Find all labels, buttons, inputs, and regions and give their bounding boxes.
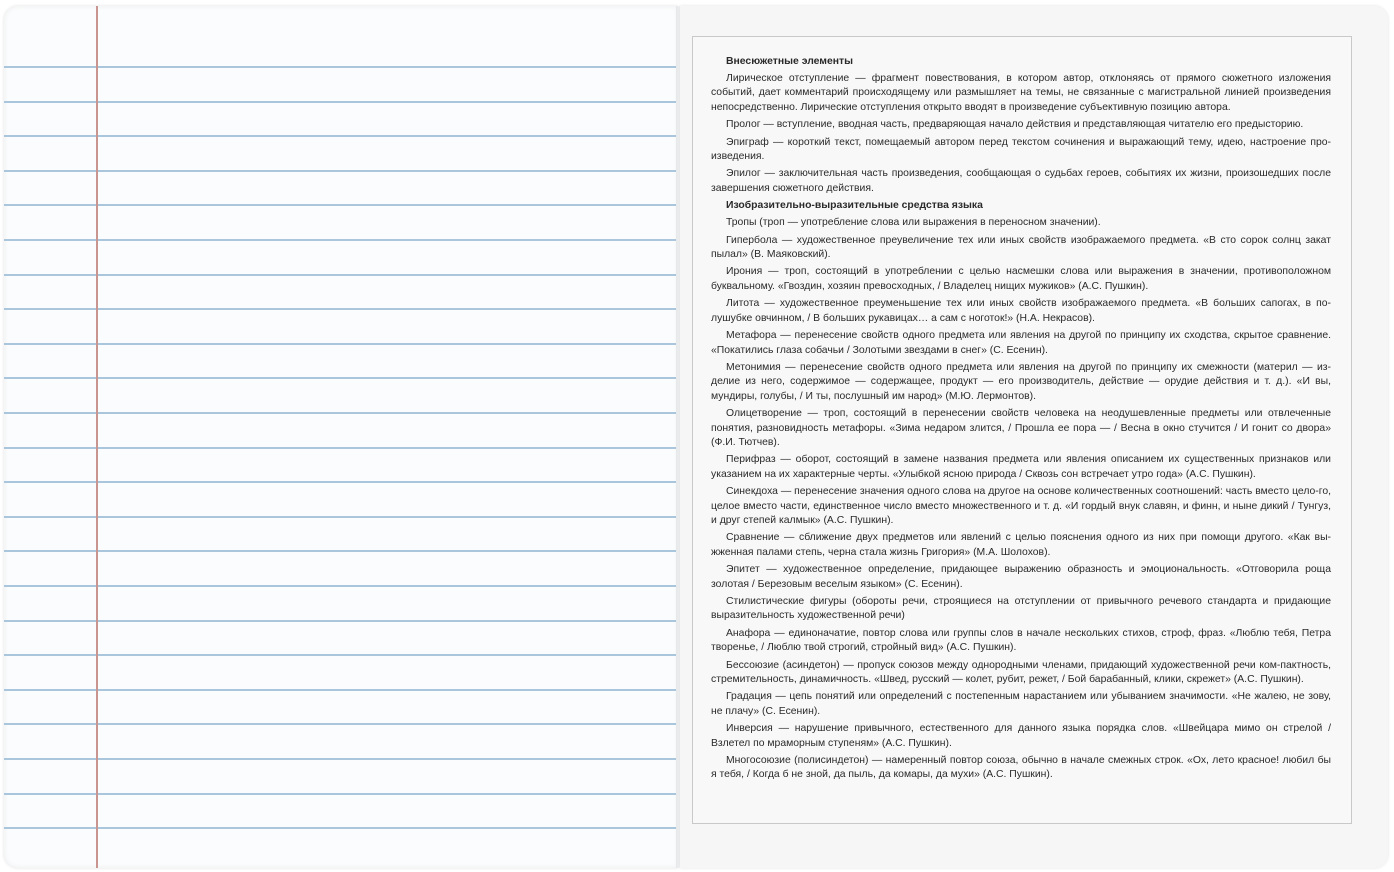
ruled-line — [4, 101, 678, 103]
paragraph: Эпилог — заключительная часть произведения, сообщающая о судьбах героев, событиях их жизни, произошедших после завершения сюжетного действия. — [711, 168, 1331, 194]
margin-line — [96, 6, 98, 868]
ruled-line — [4, 343, 678, 345]
ruled-line — [4, 654, 678, 656]
ruled-line — [4, 481, 678, 483]
ruled-line — [4, 239, 678, 241]
ruled-line — [4, 827, 678, 829]
paragraph: Инверсия — нарушение привычного, естественного для данного языка порядка слов. «Швейцара мимо он стрелой / Взлетел по мраморным ступеням» (А.С. Пушкин). — [711, 723, 1331, 749]
paragraph: Градация — цепь понятий или определений с постепенным нарастанием или убыванием значимости. «Не жалею, не зову, не плачу» (С. Есенин). — [711, 691, 1331, 717]
paragraph: Сравнение — сближение двух предметов или явлений с целью пояснения одного из них при помощи другого. «Как вы-жженная палами степь, черна стала жизнь Григория» (М.А. Шолохов). — [711, 532, 1331, 558]
paragraph: Гипербола — художественное преувеличение тех или иных свойств изображаемого предмета. «В сто сорок солнц закат пылал» (В. Маяковский). — [711, 234, 1331, 261]
paragraph: Ирония — троп, состоящий в употреблении с целью насмешки слова или выражения в значении, противоположном буквальному. «Гвоздин, хозяин превосходных, / Владелец нищих мужиков» (А.С. Пушкин). — [711, 266, 1331, 292]
paragraph: Пролог — вступление, вводная часть, предваряющая начало действия и представляющая читателю его предысторию. — [726, 119, 1304, 131]
ruled-line — [4, 550, 678, 552]
ruled-line — [4, 620, 678, 622]
ruled-line — [4, 447, 678, 449]
ruled-line — [4, 135, 678, 137]
ruled-line — [4, 516, 678, 518]
ruled-line — [4, 723, 678, 725]
reference-text — [711, 55, 1331, 786]
ruled-line — [4, 204, 678, 206]
paragraph: Анафора — единоначатие, повтор слова или группы слов в начале нескольких стихов, строф, фраз. «Люблю тебя, Петра творенье, / Люблю твой строгий, стройный вид» (А.С. Пушкин). — [711, 627, 1331, 654]
ruled-line — [4, 412, 678, 414]
ruled-line — [4, 66, 678, 68]
paragraph: Олицетворение — троп, состоящий в перенесении свойств человека на неодушевленные предметы или отвлеченные понятия, разновидность метафоры. «Зима недаром злится, / Прошла ее пора — / Весна в окно стучится / И гонит со двора» (Ф.И. Тютчев). — [711, 408, 1331, 448]
paragraph: Эпитет — художественное определение, придающее выражению образность и эмоциональность. «Отговорила роща золотая / Березовым веселым языком» (С. Есенин). — [711, 564, 1331, 590]
paragraph: Лирическое отступление — фрагмент повествования, в котором автор, отклоняясь от прямого сюжетного изложения событий, дает комментарий происходящему или размышляет на темы, не связанные с магистральной линией произведения непосредственно. Лирические отступления открыто вводят в произведение субъективную позицию автора. — [711, 73, 1331, 113]
paragraph: Метонимия — перенесение свойств одного предмета или явления на другой по принципу их смежности (материл — из-делие из него, содержимое — содержащее, продукт — его производитель, действие — орудие действия и т. д.). «И вы, мундиры, голубы, / И ты, послушный им народ» (М.Ю. Лермонтов). — [711, 361, 1331, 402]
paragraph: Синекдоха — перенесение значения одного слова на другое на основе количественных соотношений: часть вместо цело-го, целое вместо части, единственное число вместо множественного и т. д. «И гордый внук славян, и финн, и ныне дикий / Тунгуз, и друг степей калмык» (А.С. Пушкин). — [711, 486, 1331, 526]
ruled-line — [4, 758, 678, 760]
ruled-page — [4, 6, 678, 868]
paragraph: Литота — художественное преуменьшение тех или иных свойств изображаемого предмета. «В больших сапогах, в по-лушубке овчинном, / В больших рукавицах… а сам с ноготок!» (Н.А. Некрасов). — [711, 298, 1331, 324]
ruled-line — [4, 308, 678, 310]
text-frame — [692, 36, 1352, 824]
ruled-line — [4, 274, 678, 276]
ruled-line — [4, 585, 678, 587]
paragraph: Многосоюзие (полисиндетон) — намеренный повтор союза, обычно в начале смежных строк. «Ох, лето красное! любил бы я тебя, / Когда б не зной, да пыль, да комары, да мухи» (А.С. Пушкин). — [711, 755, 1331, 781]
ruled-line — [4, 170, 678, 172]
paragraph: Эпиграф — короткий текст, помещаемый автором перед текстом сочинения и выражающий тему, идею, настроение про-изведения. — [711, 136, 1331, 163]
section-heading: Внесюжетные элементы — [726, 56, 854, 67]
ruled-line — [4, 689, 678, 691]
paragraph: Бессоюзие (асиндетон) — пропуск союзов между однородными членами, придающий художественной речи ком-пактность, стремительность, динамичность. «Швед, русский — колет, рубит, режет, / Бой барабанный, клики, скрежет» (А.С. Пушкин). — [711, 659, 1331, 686]
ruled-line — [4, 377, 678, 379]
paragraph: Стилистические фигуры (обороты речи, строящиеся на отступлении от привычного речевого стандарта и придающие выразительность художественной речи) — [711, 596, 1331, 622]
reference-page — [680, 6, 1388, 868]
paragraph: Тропы (троп — употребление слова или выражения в переносном значении). — [726, 217, 1101, 229]
paragraph: Перифраз — оборот, состоящий в замене названия предмета или явления описанием их существенных признаков или указанием на их характерные черты. «Улыбкой ясною природа / Сквозь сон встречает утро года» (А.С. Пушкин). — [711, 454, 1331, 480]
paragraph: Метафора — перенесение свойств одного предмета или явления на другой по принципу их сходства, скрытое сравнение. «Покатились глаза собачьи / Золотыми звездами в снег» (С. Есенин). — [711, 330, 1331, 356]
section-heading: Изобразительно-выразительные средства языка — [726, 200, 983, 212]
ruled-line — [4, 793, 678, 795]
